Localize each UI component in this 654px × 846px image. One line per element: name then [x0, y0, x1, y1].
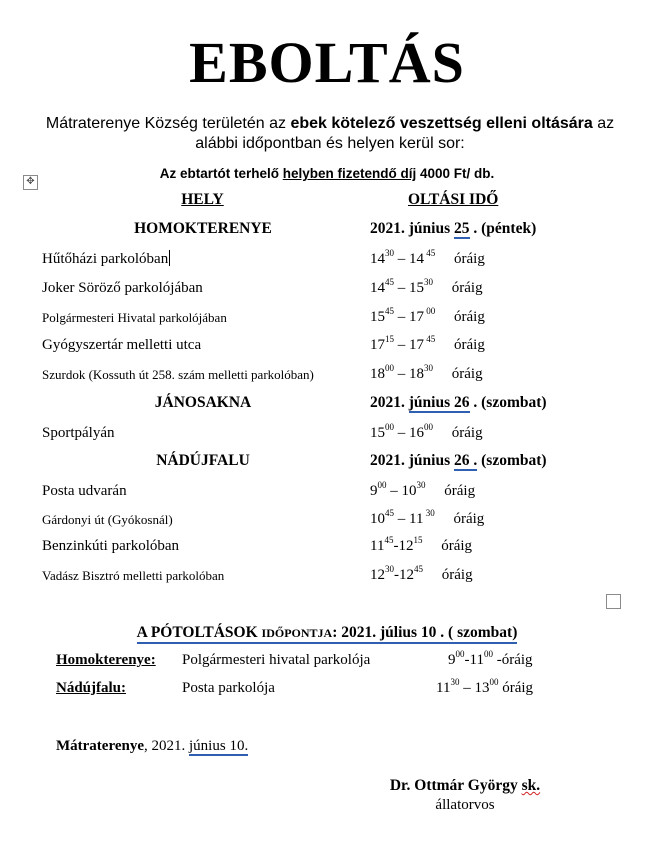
- table-row-place: Polgármesteri Hivatal parkolójában: [42, 310, 227, 325]
- section-date: [370, 220, 536, 238]
- table-row-time-end-m: 15: [413, 535, 423, 545]
- date-suffix: . (szombat): [469, 394, 547, 411]
- table-row-time-sep: -: [393, 538, 399, 554]
- intro-bold: ebek kötelező veszettség elleni oltására: [290, 115, 593, 132]
- table-row-time-suffix: óráig: [441, 538, 473, 554]
- table-row-time-start-m: 00: [385, 363, 394, 373]
- date-day: június 26: [408, 394, 470, 411]
- table-row-time-start-h: 14: [370, 280, 385, 296]
- table-row-time-end-m: 00: [424, 306, 436, 316]
- potlas-village: Homokterenye:: [56, 652, 156, 668]
- table-row-time-suffix: óráig: [453, 511, 485, 527]
- table-row-time: [370, 481, 475, 501]
- table-row-time-start-m: 45: [385, 306, 394, 316]
- table-row-time: [370, 509, 484, 529]
- table-row-time-end-m: 45: [424, 334, 436, 344]
- table-row-time: [370, 364, 483, 384]
- table-row-time-end-h: 17: [409, 309, 424, 325]
- potlas-time-start-m: 00: [455, 649, 465, 659]
- potlas-village: Nádújfalu:: [56, 680, 127, 696]
- table-resize-handle-icon[interactable]: [606, 594, 621, 609]
- table-row-time-end-m: 30: [424, 363, 433, 373]
- table-row-time-sep: –: [394, 425, 409, 441]
- signature-name-prefix: Dr. Ottmár György: [389, 777, 522, 794]
- table-row-place: Posta udvarán: [42, 483, 127, 499]
- potlas-title: [0, 624, 654, 642]
- village-name: HOMOKTERENYE: [134, 220, 272, 237]
- table-row-time-suffix: óráig: [454, 309, 485, 325]
- table-row-time-end-m: 45: [424, 248, 436, 258]
- table-row-time-start-m: 15: [385, 334, 394, 344]
- table-row-time-end-h: 14: [409, 251, 424, 267]
- table-row-time-sep: –: [394, 337, 409, 353]
- section-date: [370, 394, 547, 412]
- intro-part2: az alábbi időpontban és helyen kerül sor:: [195, 115, 615, 152]
- table-row-time-suffix: óráig: [454, 337, 485, 353]
- table-row-time-sep: –: [394, 366, 409, 382]
- table-row-time-end-m: 30: [416, 480, 426, 490]
- table-row-time-sep: –: [394, 280, 409, 296]
- text-cursor: [169, 250, 170, 266]
- table-row-time-start-m: 45: [385, 277, 394, 287]
- table-row-time: [370, 307, 485, 327]
- potlas-time-suffix: óráig: [498, 680, 534, 696]
- potlas-time-end-m: 00: [489, 677, 499, 687]
- table-row-place: Joker Söröző parkolójában: [42, 280, 203, 296]
- table-row-time: [370, 278, 483, 298]
- table-row-time-start-m: 00: [385, 422, 394, 432]
- table-row-place: Benzinkúti parkolóban: [42, 538, 180, 554]
- table-row-time-end-h: 12: [398, 538, 414, 554]
- fee-notice: [0, 166, 654, 181]
- header-time: OLTÁSI IDŐ: [408, 191, 499, 208]
- date-prefix: 2021.: [370, 394, 409, 411]
- table-row-time-start-h: 15: [370, 425, 385, 441]
- potlas-title-part2: : 2021. július 10 . ( szombat): [332, 624, 518, 641]
- section-date: [370, 452, 547, 470]
- table-row-time-start-h: 12: [370, 567, 385, 583]
- page-title: EBOLTÁS: [189, 30, 465, 95]
- table-row-time-start-m: 45: [384, 535, 394, 545]
- date-prefix: 2021. június: [370, 220, 454, 237]
- table-row-time-end-m: 30: [423, 508, 435, 518]
- potlas-time: [436, 677, 534, 697]
- village-name: JÁNOSAKNA: [154, 394, 252, 411]
- potlas-time-end-h: 11: [469, 652, 484, 668]
- table-row-time-start-h: 17: [370, 337, 385, 353]
- table-row-time-sep: –: [394, 511, 409, 527]
- table-row-time-end-m: 45: [414, 564, 423, 574]
- table-row-time-start-m: 45: [385, 508, 394, 518]
- table-row-place: Szurdok (Kossuth út 258. szám melletti parkolóban): [42, 367, 314, 382]
- table-row-time-end-m: 30: [424, 277, 433, 287]
- table-row-place: Sportpályán: [42, 425, 115, 441]
- table-row-time: [370, 565, 473, 585]
- table-row-time-end-h: 12: [399, 567, 414, 583]
- table-row-time-end-h: 18: [409, 366, 424, 382]
- closing-date: június 10.: [189, 738, 249, 754]
- table-row-time-end-h: 15: [409, 280, 424, 296]
- table-row-time-start-m: 00: [377, 480, 387, 490]
- potlas-time-start-h: 9: [448, 652, 456, 668]
- table-row-time: [370, 536, 472, 556]
- table-row-time-end-h: 17: [409, 337, 424, 353]
- potlas-place: Posta parkolója: [182, 680, 275, 696]
- table-row-time-sep: -: [394, 567, 399, 583]
- potlas-time: [448, 649, 533, 669]
- date-prefix: 2021. június: [370, 452, 454, 469]
- signature-sk: sk.: [521, 777, 541, 794]
- table-row-time-end-h: 11: [409, 511, 424, 527]
- village-name: NÁDÚJFALU: [156, 452, 250, 469]
- table-row-time-suffix: óráig: [444, 483, 476, 499]
- closing-line: [56, 738, 248, 755]
- table-row-time-suffix: óráig: [441, 567, 473, 583]
- potlas-place: Polgármesteri hivatal parkolója: [182, 652, 371, 668]
- table-row-time-suffix: óráig: [454, 251, 485, 267]
- table-row-time-suffix: óráig: [451, 280, 483, 296]
- fee-prefix: Az ebtartót terhelő: [159, 166, 283, 181]
- table-row-place: Vadász Bisztró melletti parkolóban: [42, 568, 225, 583]
- table-row-place: Gyógyszertár melletti utca: [42, 337, 202, 353]
- fee-underlined: helyben fizetendő díj: [282, 166, 417, 181]
- table-row-time-start-h: 9: [370, 483, 378, 499]
- potlas-time-sep: –: [459, 680, 475, 696]
- potlas-title-smallcaps: IDŐPONTJA: [261, 626, 333, 640]
- table-row-time: [370, 423, 483, 443]
- table-row-time-end-h: 10: [401, 483, 417, 499]
- table-row-time-sep: –: [386, 483, 402, 499]
- table-move-handle-icon[interactable]: ✥: [23, 175, 38, 190]
- table-row-time: [370, 335, 485, 355]
- date-suffix: . (péntek): [469, 220, 537, 237]
- table-row-time-start-h: 18: [370, 366, 385, 382]
- table-row-place: Hűtőházi parkolóban: [42, 251, 169, 267]
- table-row-time-start-m: 30: [385, 248, 394, 258]
- table-row-place: Gárdonyi út (Gyókosnál): [42, 512, 173, 527]
- intro-part1: Mátraterenye Község területén az: [45, 115, 291, 132]
- date-suffix: (szombat): [477, 452, 547, 469]
- table-row-time-start-h: 11: [370, 538, 385, 554]
- table-row-time-suffix: óráig: [451, 366, 483, 382]
- potlas-time-start-h: 11: [436, 680, 451, 696]
- potlas-title-part1: A PÓTOLTÁSOK: [136, 624, 262, 641]
- table-row-time-start-h: 14: [370, 251, 385, 267]
- potlas-time-start-m: 30: [450, 677, 460, 687]
- fee-suffix: 4000 Ft/ db.: [416, 166, 495, 181]
- closing-date-prefix: , 2021.: [144, 738, 190, 754]
- date-day: 26 .: [454, 452, 478, 469]
- table-row-time-start-h: 10: [370, 511, 385, 527]
- closing-town: Mátraterenye: [56, 738, 145, 754]
- table-row-time-suffix: óráig: [451, 425, 483, 441]
- potlas-time-end-m: 00: [483, 649, 493, 659]
- table-row-time-end-h: 16: [409, 425, 424, 441]
- table-row-time-end-m: 00: [424, 422, 433, 432]
- table-row-time-start-h: 15: [370, 309, 385, 325]
- table-row-time-sep: –: [394, 309, 409, 325]
- potlas-time-suffix: -óráig: [492, 652, 533, 668]
- intro-text: [40, 114, 620, 154]
- header-location: HELY: [181, 191, 224, 208]
- table-row-time-sep: –: [394, 251, 409, 267]
- signature-name: [370, 777, 560, 795]
- potlas-time-sep: -: [464, 652, 470, 668]
- table-row-time: [370, 249, 485, 269]
- date-day: 25: [454, 220, 470, 237]
- potlas-time-end-h: 13: [474, 680, 490, 696]
- signature-role: állatorvos: [435, 797, 495, 813]
- table-row-time-start-m: 30: [385, 564, 394, 574]
